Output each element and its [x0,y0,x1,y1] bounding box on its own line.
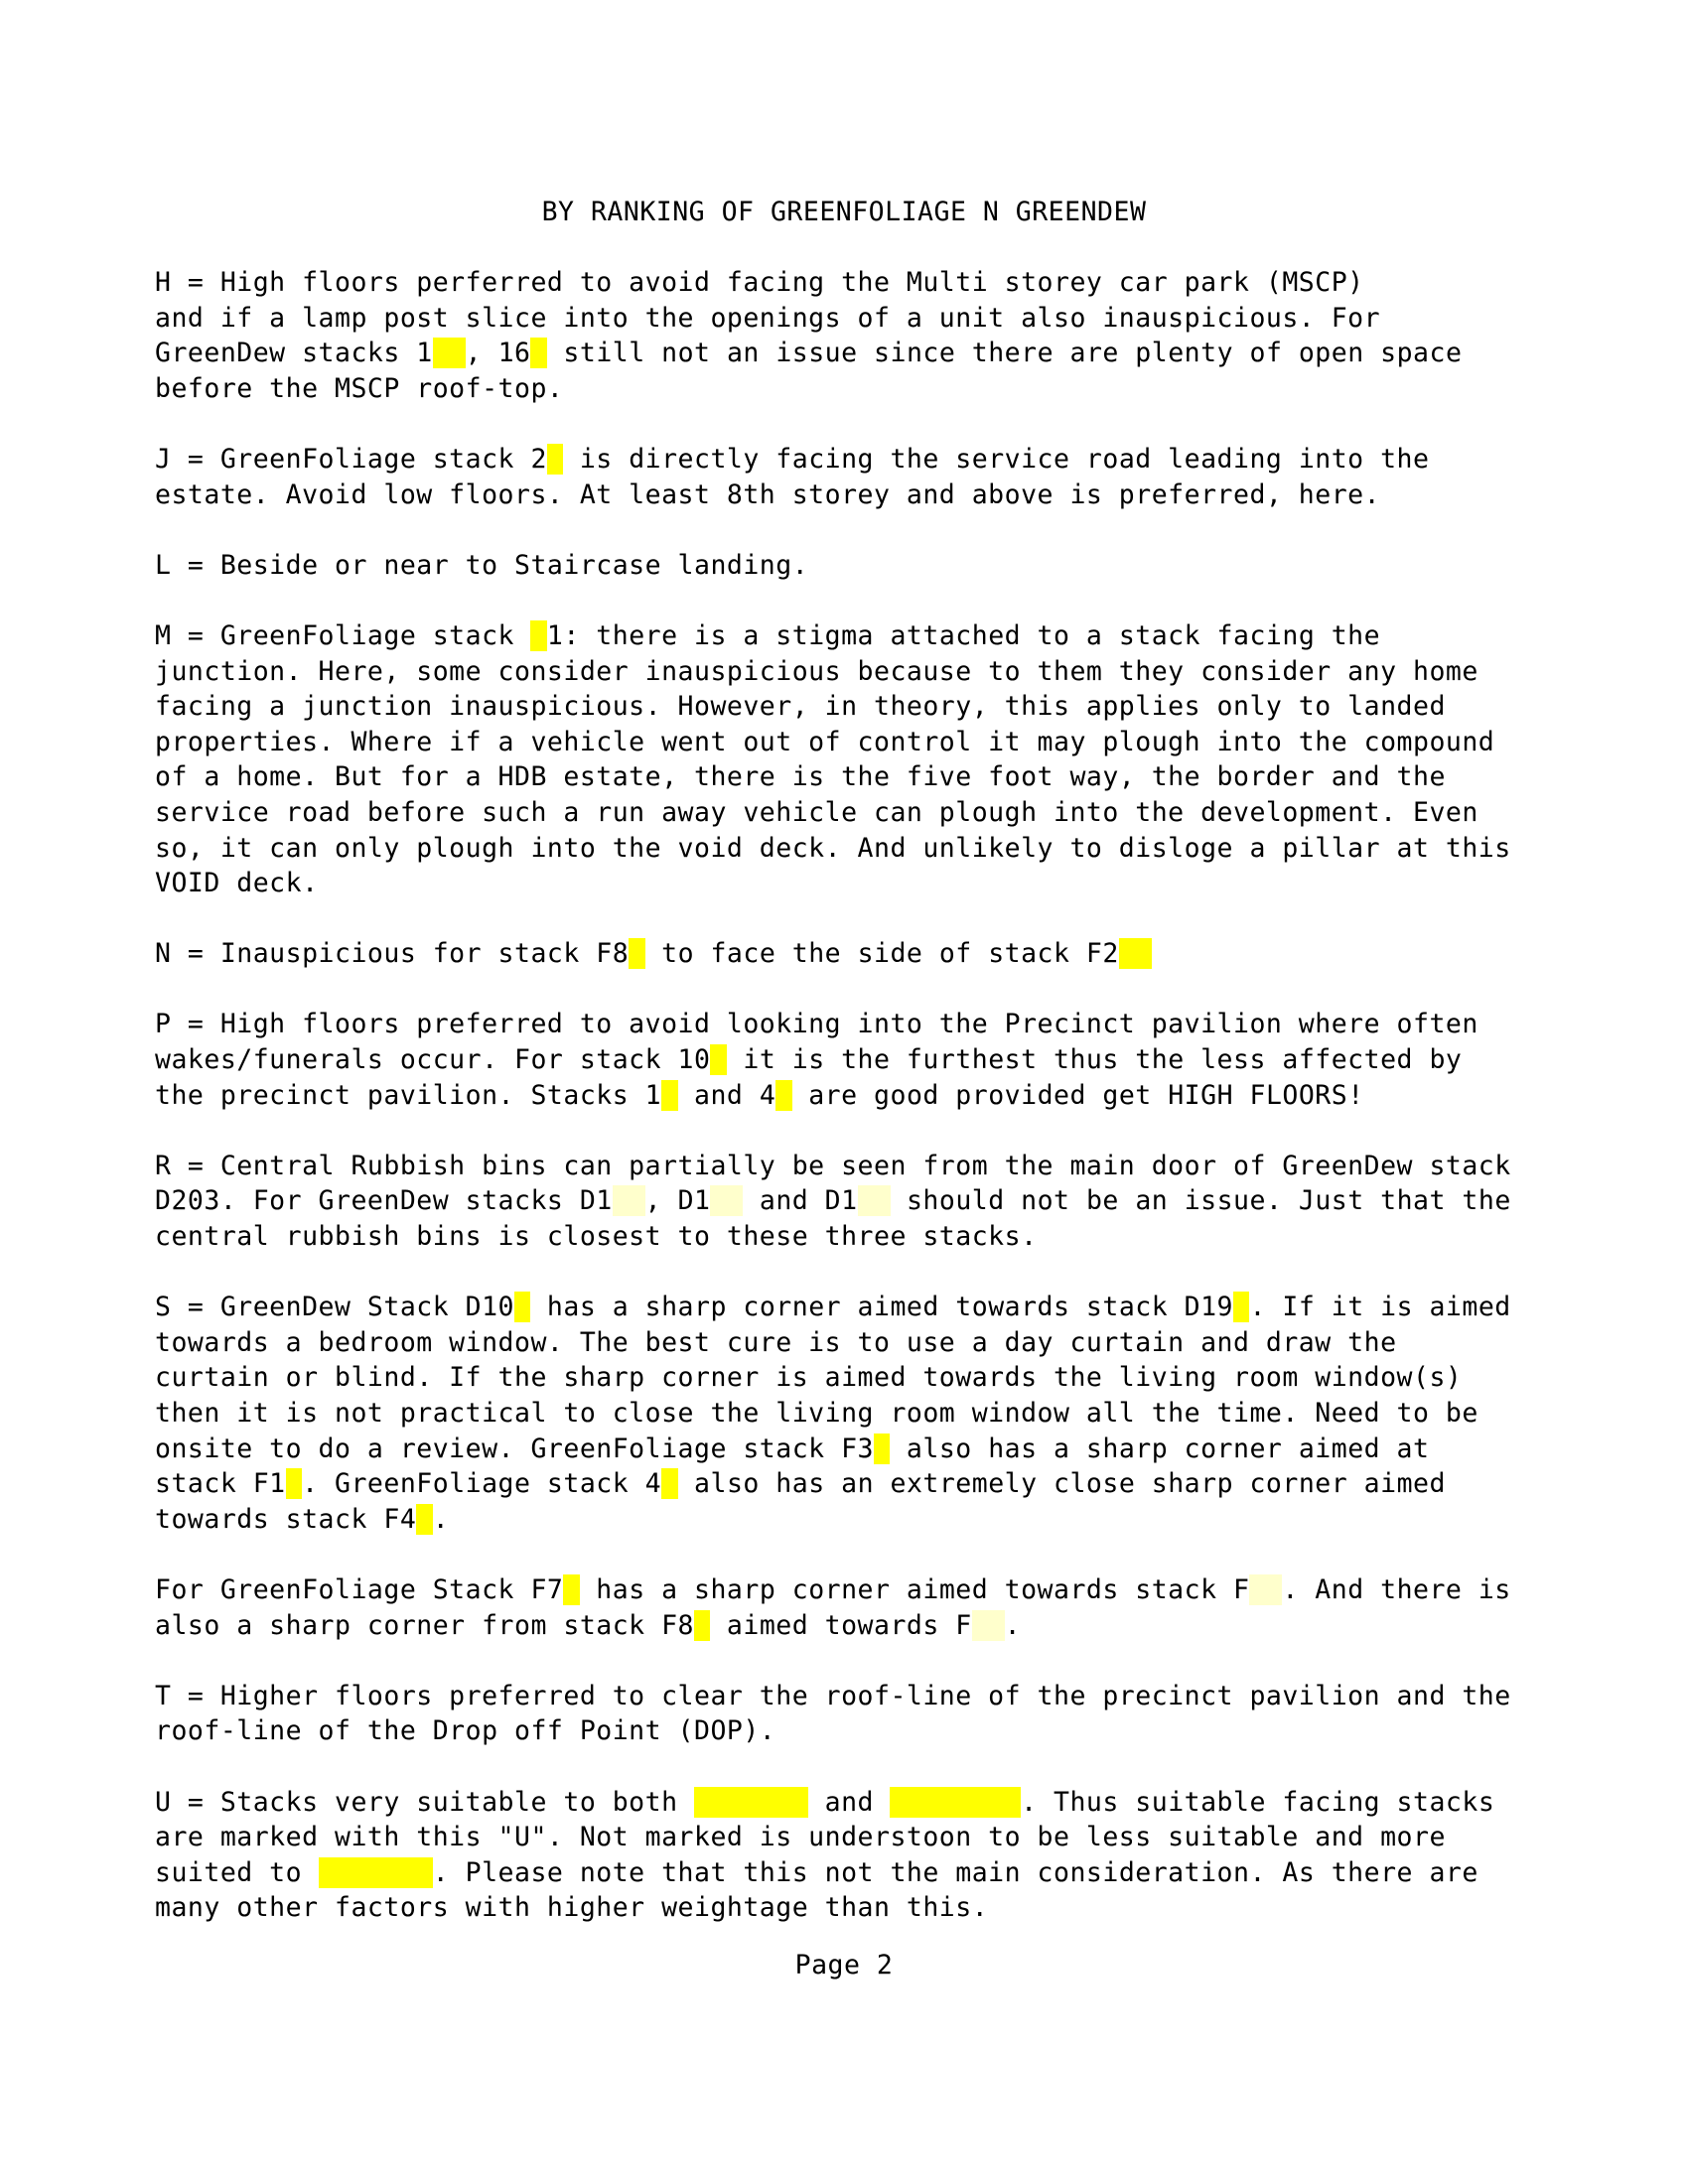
text-line: many other factors with higher weightage than this. [155,1892,989,1924]
text-line [155,1466,1545,1502]
highlight-mark [514,1292,530,1322]
text-line [155,1290,1545,1325]
text-run: . [1004,1609,1022,1641]
text-run: towards stack F4 [155,1503,417,1535]
text-line [155,442,1545,478]
text-run: are good provided get HIGH FLOORS! [791,1079,1364,1111]
text-line: VOID deck. [155,868,319,899]
highlight-mark [775,1080,791,1111]
text-run: suited to [155,1856,319,1888]
highlight-mark [530,620,546,651]
text-line [155,1432,1545,1467]
paragraph-j [155,442,1545,512]
highlight-mark [1233,1292,1249,1322]
text-line [155,1572,1545,1608]
text-line: are marked with this "U". Not marked is understoon to be less suitable and more [155,1822,1446,1853]
highlight-mark-pale [858,1185,891,1216]
text-line: curtain or blind. If the sharp corner is aimed towards the living room window(s) [155,1362,1463,1394]
highlight-mark [874,1433,890,1464]
text-line [155,1855,1545,1891]
highlight-mark-pale [1249,1574,1282,1605]
text-run: . [432,1503,450,1535]
text-run: and [808,1786,891,1818]
text-line: P = High floors preferred to avoid looking into the Precinct pavilion where often [155,1009,1478,1040]
text-run: , D1 [644,1185,711,1217]
text-run: has a sharp corner aimed towards stack F [579,1573,1250,1605]
text-line: towards a bedroom window. The best cure is to use a day curtain and draw the [155,1326,1397,1358]
text-line: and if a lamp post slice into the openings of a unit also inauspicious. For [155,302,1381,334]
text-run: For GreenFoliage Stack F7 [155,1573,564,1605]
text-line: R = Central Rubbish bins can partially be seen from the main door of GreenDew stack [155,1150,1511,1181]
text-run: wakes/funerals occur. For stack 10 [155,1044,711,1076]
paragraph-f7 [155,1572,1545,1643]
text-run: J = GreenFoliage stack 2 [155,443,547,475]
text-line: so, it can only plough into the void deck. And unlikely to disloge a pillar at this [155,832,1511,864]
text-line: properties. Where if a vehicle went out of control it may plough into the compound [155,726,1495,757]
paragraph-r [155,1149,1545,1255]
highlight-mark [694,1787,808,1818]
highlight-mark [661,1468,677,1499]
text-run: it is the furthest thus the less affected by [726,1044,1463,1076]
paragraph-t [155,1679,1545,1749]
text-line: roof-line of the Drop off Point (DOP). [155,1715,776,1747]
text-run: also has a sharp corner aimed at [890,1433,1430,1464]
text-line [155,1183,1545,1219]
highlight-mark [710,1044,726,1075]
highlight-mark [890,1787,1021,1818]
text-line: central rubbish bins is closest to these three stacks. [155,1221,1038,1253]
text-line: T = Higher floors preferred to clear the roof-line of the precinct pavilion and the [155,1680,1511,1711]
text-run: , 16 [465,338,531,369]
highlight-mark [1119,938,1152,969]
text-run: U = Stacks very suitable to both [155,1786,694,1818]
text-line [155,1078,1545,1114]
text-run: GreenDew stacks 1 [155,338,433,369]
paragraph-l [155,548,1545,584]
text-run: . Please note that this not the main consideration. As there are [432,1856,1478,1888]
text-line: estate. Avoid low floors. At least 8th storey and above is preferred, here. [155,478,1381,510]
highlight-mark [286,1468,302,1499]
highlight-mark-pale [710,1185,743,1216]
highlight-mark [563,1574,579,1605]
page-number: Page 2 [794,1950,894,1980]
paragraph-p [155,1007,1545,1113]
text-line [155,618,1545,654]
text-run: D203. For GreenDew stacks D1 [155,1185,613,1217]
text-run: . GreenFoliage stack 4 [302,1468,662,1500]
highlight-mark [319,1857,433,1888]
page-title: BY RANKING OF GREENFOLIAGE N GREENDEW [541,197,1147,227]
text-line: service road before such a run away vehicle can plough into the development. Even [155,796,1478,828]
text-line: junction. Here, some consider inauspicious because to them they consider any home [155,655,1478,687]
highlight-mark [416,1504,432,1535]
highlight-mark [433,338,466,368]
highlight-mark-pale [972,1610,1005,1641]
text-line [155,1785,1545,1821]
text-run: N = Inauspicious for stack F8 [155,938,630,970]
highlight-mark [547,444,563,475]
text-line: of a home. But for a HDB estate, there is the five foot way, the border and the [155,761,1446,793]
text-run: also has an extremely close sharp corner aimed [677,1468,1446,1500]
text-run: should not be an issue. Just that the [890,1185,1511,1217]
highlight-mark [661,1080,677,1111]
highlight-mark [629,938,644,969]
text-run: . If it is aimed [1249,1292,1511,1323]
paragraph-s [155,1290,1545,1537]
text-line [155,1608,1545,1644]
text-run: M = GreenFoliage stack [155,619,531,651]
text-run: is directly facing the service road leading into the [563,443,1430,475]
text-run: and D1 [743,1185,858,1217]
text-run: . Thus suitable facing stacks [1021,1786,1495,1818]
highlight-mark [530,338,546,368]
text-run: still not an issue since there are plenty of open space [546,338,1463,369]
text-line: facing a junction inauspicious. However, in theory, this applies only to landed [155,691,1446,723]
paragraph-h [155,265,1545,406]
text-run: aimed towards F [710,1609,972,1641]
text-run: has a sharp corner aimed towards stack D19 [530,1292,1234,1323]
text-run: . And there is [1282,1573,1511,1605]
text-line: H = High floors perferred to avoid facing the Multi storey car park (MSCP) [155,267,1364,298]
text-line [155,936,1545,972]
highlight-mark-pale [613,1185,645,1216]
text-run: also a sharp corner from stack F8 [155,1609,694,1641]
text-line [155,336,1545,371]
text-line [155,1042,1545,1078]
paragraph-m [155,618,1545,901]
document-body [155,265,1545,1962]
paragraph-u [155,1785,1545,1926]
text-run: S = GreenDew Stack D10 [155,1292,514,1323]
text-line: L = Beside or near to Staircase landing. [155,549,809,581]
text-run: 1: there is a stigma attached to a stack facing the [546,619,1381,651]
text-run: to face the side of stack F2 [644,938,1119,970]
text-line [155,1502,1545,1538]
paragraph-n [155,936,1545,972]
text-run: the precinct pavilion. Stacks 1 [155,1079,662,1111]
text-line: before the MSCP roof-top. [155,372,564,404]
text-run: stack F1 [155,1468,286,1500]
text-line: then it is not practical to close the living room window all the time. Need to be [155,1398,1478,1429]
highlight-mark [694,1610,710,1641]
text-run: onsite to do a review. GreenFoliage stack F3 [155,1433,874,1464]
text-run: and 4 [677,1079,776,1111]
